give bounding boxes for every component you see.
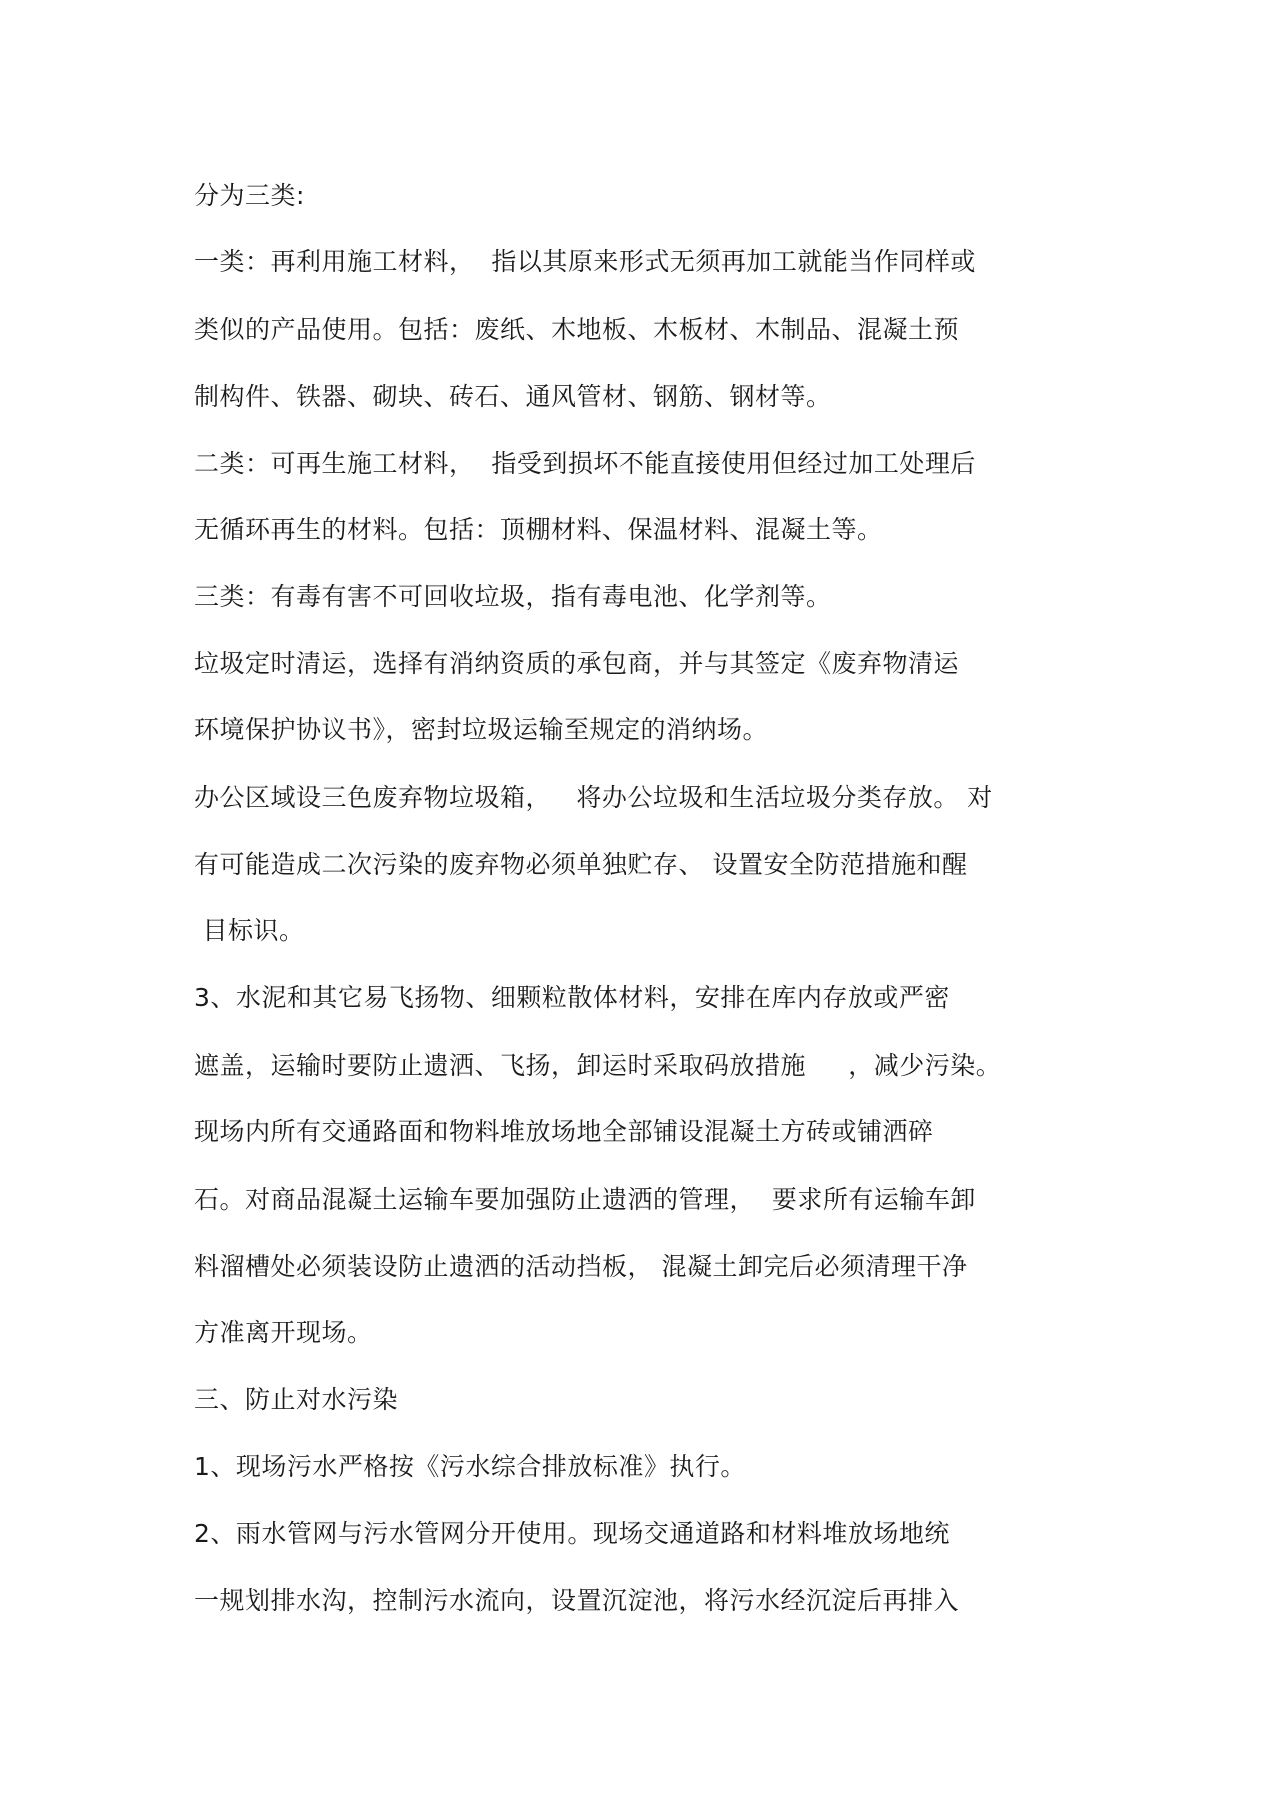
text-line: 环境保护协议书》，密封垃圾运输至规定的消纳场。 xyxy=(194,715,769,744)
text-line: 一规划排水沟，控制污水流向，设置沉淀池，将污水经沉淀后再排入 xyxy=(194,1586,960,1615)
text-line: 3、水泥和其它易飞扬物、细颗粒散体材料，安排在库内存放或严密 xyxy=(194,983,950,1012)
text-line: 三类：有毒有害不可回收垃圾，指有毒电池、化学剂等。 xyxy=(194,582,832,611)
text-line: 一类：再利用施工材料， 指以其原来形式无须再加工就能当作同样或 xyxy=(194,247,976,276)
text-line: 方准离开现场。 xyxy=(194,1318,373,1347)
text-line: 石。对商品混凝土运输车要加强防止遗洒的管理， 要求所有运输车卸 xyxy=(194,1185,976,1214)
section-heading: 三、防止对水污染 xyxy=(194,1385,399,1414)
text-line: 无循环再生的材料。包括：顶棚材料、保温材料、混凝土等。 xyxy=(194,515,883,544)
text-line: 类似的产品使用。包括：废纸、木地板、木板材、木制品、混凝土预 xyxy=(194,315,960,344)
text-line: 现场内所有交通路面和物料堆放场地全部铺设混凝土方砖或铺洒碎 xyxy=(194,1117,934,1146)
text-line: 遮盖，运输时要防止遗洒、飞扬，卸运时采取码放措施 ，减少污染。 xyxy=(194,1051,1002,1080)
text-line: 垃圾定时清运，选择有消纳资质的承包商，并与其签定《废弃物清运 xyxy=(194,649,960,678)
text-line: 分为三类: xyxy=(194,181,305,210)
text-line: 2、雨水管网与污水管网分开使用。现场交通道路和材料堆放场地统 xyxy=(194,1519,950,1548)
text-line: 目标识。 xyxy=(194,916,305,945)
text-line: 料溜槽处必须装设防止遗洒的活动挡板， 混凝土卸完后必须清理干净 xyxy=(194,1252,968,1281)
text-line: 制构件、铁器、砌块、砖石、通风管材、钢筋、钢材等。 xyxy=(194,382,832,411)
text-line: 有可能造成二次污染的废弃物必须单独贮存、 设置安全防范措施和醒 xyxy=(194,850,968,879)
text-line: 1、现场污水严格按《污水综合排放标准》执行。 xyxy=(194,1452,746,1481)
text-line: 办公区域设三色废弃物垃圾箱， 将办公垃圾和生活垃圾分类存放。 对 xyxy=(194,783,993,812)
text-line: 二类：可再生施工材料， 指受到损坏不能直接使用但经过加工处理后 xyxy=(194,449,976,478)
